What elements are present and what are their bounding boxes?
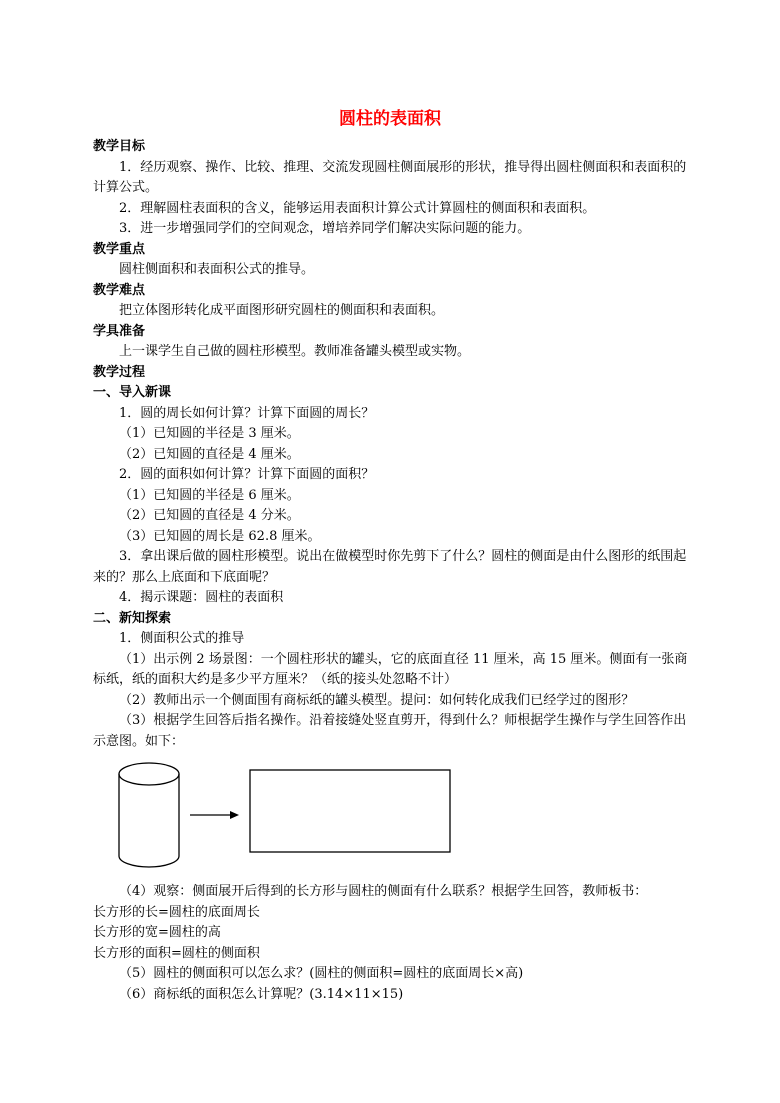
process-line: （1）已知圆的半径是 6 厘米。 (119, 487, 300, 503)
heading-difficulties: 教学难点 (93, 282, 146, 298)
cylinder-unfold-diagram (93, 760, 693, 878)
formula-width: 长方形的宽=圆柱的高 (93, 925, 221, 940)
heading-key-points: 教学重点 (93, 241, 146, 257)
process-line: （2）已知圆的直径是 4 分米。 (119, 508, 300, 523)
process-line: 3．拿出课后做的圆柱形模型。说出在做模型时你先剪下了什么？圆柱的侧面是由什么图形的纸围起来的？那么上底面和下底面呢？ (93, 549, 687, 585)
arrow-icon (190, 811, 239, 819)
page-title: 圆柱的表面积 (339, 109, 441, 129)
process-line: （6）商标纸的面积怎么计算呢？(3.14×11×15) (119, 986, 404, 1002)
materials-text: 上一课学生自己做的圆柱形模型。教师准备罐头模型或实物。 (119, 344, 471, 359)
goal-item: 1．经历观察、操作、比较、推理、交流发现圆柱侧面展形的形状，推导得出圆柱侧面积和表面积的计算公式。 (93, 159, 687, 195)
heading-teaching-process: 教学过程 (93, 364, 146, 380)
process-line: （2）教师出示一个侧面围有商标纸的罐头模型。提问：如何转化成我们已经学过的图形？ (119, 692, 635, 708)
difficulties-text: 把立体图形转化成平面图形研究圆柱的侧面积和表面积。 (119, 303, 445, 318)
heading-part-intro: 一、导入新课 (93, 385, 172, 400)
process-line: （3）已知圆的周长是 62.8 厘米。 (119, 528, 321, 544)
heading-teaching-goals: 教学目标 (93, 139, 146, 154)
process-line: （5）圆柱的侧面积可以怎么求？(圆柱的侧面积=圆柱的底面周长×高) (119, 966, 524, 981)
key-points-text: 圆柱侧面积和表面积公式的推导。 (119, 262, 315, 277)
process-line: 2．圆的面积如何计算？计算下面圆的面积？ (119, 467, 375, 482)
formula-length: 长方形的长=圆柱的底面周长 (93, 904, 260, 920)
process-line: （3）根据学生回答后指名操作。沿着接缝处竖直剪开，得到什么？师根据学生操作与学生回答作出示意图。如下： (93, 713, 687, 749)
process-line: （4）观察：侧面展开后得到的长方形与圆柱的侧面有什么联系？根据学生回答，教师板书： (119, 884, 648, 899)
process-line: （2）已知圆的直径是 4 厘米。 (119, 446, 300, 462)
heading-part-explore: 二、新知探索 (93, 610, 172, 626)
cylinder-top (119, 763, 179, 785)
cylinder-bottom (119, 856, 179, 867)
goal-item: 3．进一步增强同学们的空间观念，增培养同学们解决实际问题的能力。 (119, 221, 531, 236)
unfolded-rectangle (250, 770, 450, 852)
heading-materials: 学具准备 (93, 323, 146, 339)
process-line: 1．圆的周长如何计算？计算下面圆的周长？ (119, 405, 375, 421)
formula-area: 长方形的面积=圆柱的侧面积 (93, 945, 260, 961)
process-line: 4．揭示课题：圆柱的表面积 (119, 590, 284, 605)
document-body (93, 137, 693, 1005)
process-line: 1．侧面积公式的推导 (119, 631, 245, 646)
diagram-svg (93, 760, 693, 878)
process-line: （1）已知圆的半径是 3 厘米。 (119, 426, 300, 441)
process-line: （1）出示例 2 场景图：一个圆柱形状的罐头，它的底面直径 11 厘米，高 15 厘米。侧面有一张商标纸，纸的面积大约是多少平方厘米？（纸的接头处忽略不计） (93, 651, 688, 687)
cylinder-figure (119, 763, 179, 867)
goal-item: 2．理解圆柱表面积的含义，能够运用表面积计算公式计算圆柱的侧面积和表面积。 (119, 200, 596, 216)
